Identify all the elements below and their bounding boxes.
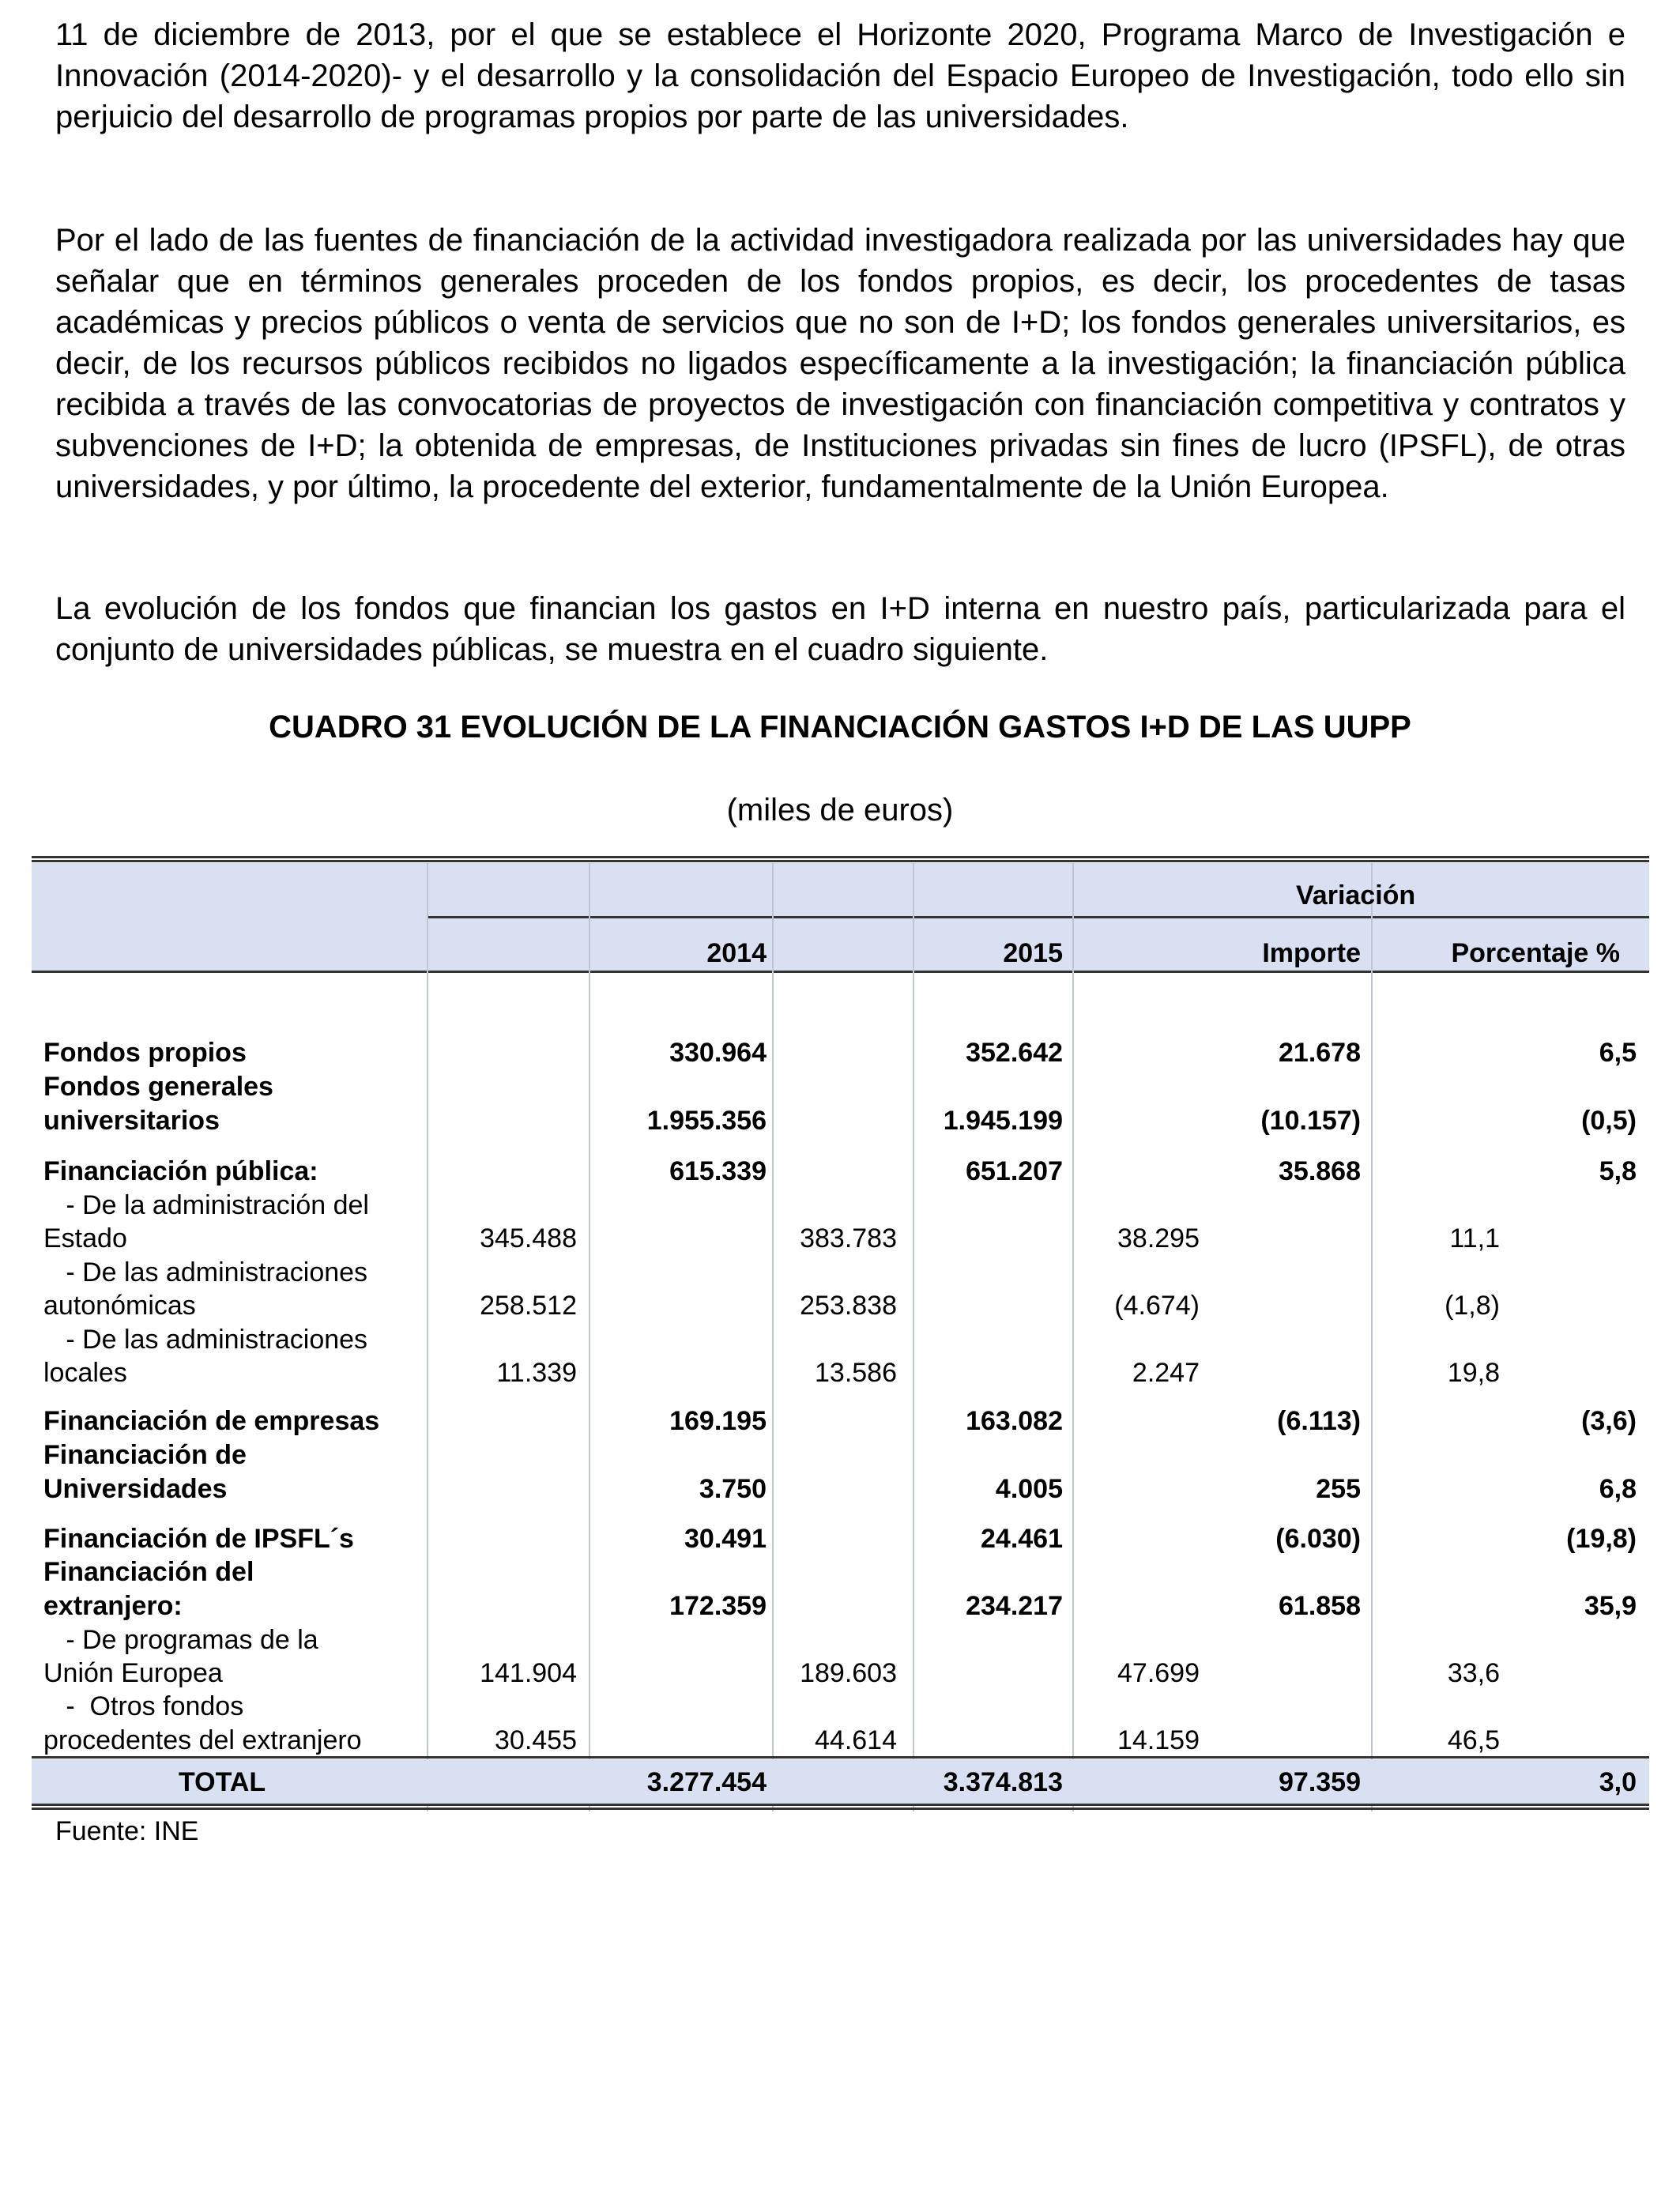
cell-pct: 6,5 — [1599, 1038, 1637, 1068]
row-label: Universidades — [43, 1474, 228, 1504]
cell-pct: 33,6 — [1447, 1658, 1500, 1688]
cell-importe: 14.159 — [1117, 1725, 1200, 1755]
col-sep — [913, 863, 914, 1811]
cell-2014: 141.904 — [480, 1658, 577, 1688]
cell-2014: 1.955.356 — [646, 1106, 767, 1136]
row-label: Financiación pública: — [43, 1156, 318, 1186]
total-label: TOTAL — [179, 1767, 266, 1797]
row-label: - Otros fondos — [43, 1691, 244, 1721]
total-pct: 3,0 — [1599, 1767, 1637, 1797]
paragraph-2: Por el lado de las fuentes de financiación de la actividad investigadora realizada por las universidades hay que señalar que en términos generales proceden de los fondos propios, es decir, los procedentes de tasas académicas y precios públicos o venta de servicios que no son de I+D; los fondos generales universitarios, es decir, de los recursos públicos recibidos no ligados específicamente a la investigación; la financiación pública recibida a través de las convocatorias de proyectos de investigación con financiación competitiva y contratos y subvenciones de I+D; la obtenida de empresas, de Instituciones privadas sin fines de lucro (IPSFL), de otras universidades, y por último, la procedente del exterior, fundamentalmente de la Unión Europea. — [55, 223, 1625, 504]
cell-2015: 651.207 — [966, 1156, 1063, 1186]
cell-2015: 383.783 — [800, 1223, 897, 1253]
cell-2015: 253.838 — [800, 1291, 897, 1321]
row-label: Fondos generales — [43, 1072, 273, 1102]
cell-2014: 615.339 — [669, 1156, 767, 1186]
header-2015: 2015 — [1003, 938, 1063, 968]
row-label: - De la administración del — [43, 1190, 369, 1220]
cell-importe: (6.113) — [1277, 1406, 1361, 1436]
cell-2014: 345.488 — [480, 1223, 577, 1253]
cell-importe: 61.858 — [1279, 1591, 1361, 1621]
cell-2015: 189.603 — [800, 1658, 897, 1688]
row-label: - De programas de la — [43, 1625, 318, 1655]
total-bottom-rule-2 — [32, 1808, 1649, 1810]
cell-2015: 352.642 — [966, 1038, 1063, 1068]
cell-importe: (10.157) — [1260, 1106, 1361, 1136]
cell-pct: 19,8 — [1447, 1358, 1500, 1388]
cell-2015: 24.461 — [981, 1524, 1063, 1554]
header-variacion: Variación — [1296, 880, 1416, 910]
cell-pct: (0,5) — [1581, 1106, 1637, 1136]
cell-pct: 35,9 — [1584, 1591, 1637, 1621]
row-label: autonómicas — [43, 1291, 196, 1321]
cell-importe: (6.030) — [1275, 1524, 1361, 1554]
cell-importe: 2.247 — [1132, 1358, 1200, 1388]
col-sep — [427, 863, 428, 1811]
cell-2014: 3.750 — [699, 1474, 767, 1504]
row-label: Fondos propios — [43, 1038, 247, 1068]
row-label: Unión Europea — [43, 1658, 223, 1688]
cell-2015: 163.082 — [966, 1406, 1063, 1436]
row-label: Financiación de empresas — [43, 1406, 380, 1436]
cell-2015: 44.614 — [815, 1725, 897, 1755]
row-label: universitarios — [43, 1106, 220, 1136]
table-top-rule — [32, 856, 1649, 858]
header-2014: 2014 — [706, 938, 767, 968]
header-importe: Importe — [1262, 938, 1361, 968]
cell-2014: 30.491 — [684, 1524, 767, 1554]
table-title: CUADRO 31 EVOLUCIÓN DE LA FINANCIACIÓN GASTOS I+D DE LAS UUPP — [269, 710, 1411, 745]
cell-importe: 47.699 — [1117, 1658, 1200, 1688]
row-label: Financiación de — [43, 1440, 247, 1470]
cell-2014: 258.512 — [480, 1291, 577, 1321]
row-label: Financiación de IPSFL´s — [43, 1524, 354, 1554]
row-label: locales — [43, 1358, 127, 1388]
cell-2015: 13.586 — [815, 1358, 897, 1388]
header-porcentaje: Porcentaje % — [1451, 938, 1620, 968]
cell-2014: 11.339 — [496, 1358, 577, 1388]
source-note: Fuente: INE — [55, 1816, 199, 1846]
row-label: Estado — [43, 1223, 127, 1253]
cell-pct: 5,8 — [1599, 1156, 1637, 1186]
cell-2015: 1.945.199 — [943, 1106, 1063, 1136]
total-bottom-rule — [32, 1804, 1649, 1806]
cell-2015: 234.217 — [966, 1591, 1063, 1621]
cell-pct: 6,8 — [1599, 1474, 1637, 1504]
cell-2014: 330.964 — [669, 1038, 767, 1068]
total-2015: 3.374.813 — [943, 1767, 1063, 1797]
cell-importe: 35.868 — [1279, 1156, 1361, 1186]
row-label: - De las administraciones — [43, 1325, 368, 1355]
cell-2014: 169.195 — [669, 1406, 767, 1436]
paragraph-1: 11 de diciembre de 2013, por el que se establece el Horizonte 2020, Programa Marco de Investigación e Innovación (2014-2020)- y el desarrollo y la consolidación del Espacio Europeo de Investigación, todo ello sin perjuicio del desarrollo de programas propios por parte de las universidades. — [55, 17, 1625, 134]
total-top-rule — [32, 1756, 1649, 1759]
cell-pct: (3,6) — [1581, 1406, 1637, 1436]
cell-importe: 21.678 — [1279, 1038, 1361, 1068]
cell-2014: 172.359 — [669, 1591, 767, 1621]
header-bottom-rule — [32, 971, 1649, 973]
row-label: extranjero: — [43, 1591, 183, 1621]
row-label: procedentes del extranjero — [43, 1725, 362, 1755]
cell-importe: (4.674) — [1114, 1291, 1200, 1321]
paragraph-3: La evolución de los fondos que financian los gastos en I+D interna en nuestro país, particularizada para el conjunto de universidades públicas, se muestra en el cuadro siguiente. — [55, 591, 1625, 667]
cell-pct: (19,8) — [1566, 1524, 1637, 1554]
cell-pct: (1,8) — [1445, 1291, 1500, 1321]
row-label: - De las administraciones — [43, 1257, 368, 1287]
total-importe: 97.359 — [1279, 1767, 1361, 1797]
total-2014: 3.277.454 — [646, 1767, 767, 1797]
table-top-rule-2 — [32, 860, 1649, 862]
cell-pct: 11,1 — [1449, 1223, 1500, 1253]
col-sep — [589, 863, 590, 1811]
row-label: Financiación del — [43, 1557, 254, 1587]
cell-pct: 46,5 — [1447, 1725, 1500, 1755]
table-subtitle: (miles de euros) — [726, 793, 954, 827]
cell-importe: 38.295 — [1117, 1223, 1200, 1253]
cell-2015: 4.005 — [995, 1474, 1063, 1504]
variacion-rule — [427, 916, 1649, 918]
cell-importe: 255 — [1316, 1474, 1361, 1504]
cell-2014: 30.455 — [495, 1725, 577, 1755]
